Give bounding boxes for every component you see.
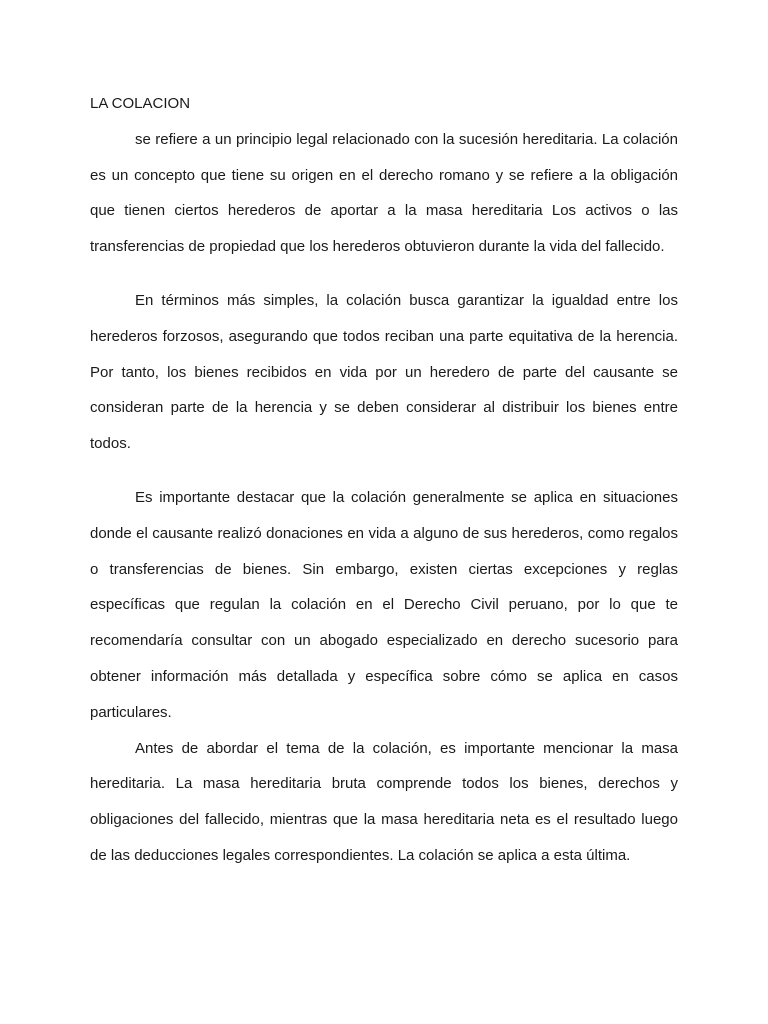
paragraph-3: Es importante destacar que la colación generalmente se aplica en situaciones donde el causante realizó donaciones en vida a alguno de sus herederos, como regalos o transferencias de bienes. Sin embargo, existen ciertas excepciones y reglas específicas que regulan la colación en el Derecho Civil peruano, por lo que te recomendaría consultar con un abogado especializado en derecho sucesorio para obtener información más detallada y específica sobre cómo se aplica en casos particulares. (90, 488, 678, 721)
document-title: LA COLACION (90, 95, 191, 112)
paragraph-4: Antes de abordar el tema de la colación, es importante mencionar la masa hereditaria. La masa hereditaria bruta comprende todos los bienes, derechos y obligaciones del fallecido, mientras que la masa hereditaria neta es el resultado luego de las deducciones legales correspondientes. La colación se aplica a esta última. (90, 739, 678, 864)
paragraph-2: En términos más simples, la colación busca garantizar la igualdad entre los herederos forzosos, asegurando que todos reciban una parte equitativa de la herencia. Por tanto, los bienes recibidos en vida por un heredero de parte del causante se consideran parte de la herencia y se deben considerar al distribuir los bienes entre todos. (90, 291, 678, 453)
document-body (90, 86, 678, 874)
paragraph-1: se refiere a un principio legal relacionado con la sucesión hereditaria. La colación es un concepto que tiene su origen en el derecho romano y se refiere a la obligación que tienen ciertos herederos de aportar a la masa hereditaria Los activos o las transferencias de propiedad que los herederos obtuvieron durante la vida del fallecido. (90, 130, 678, 256)
